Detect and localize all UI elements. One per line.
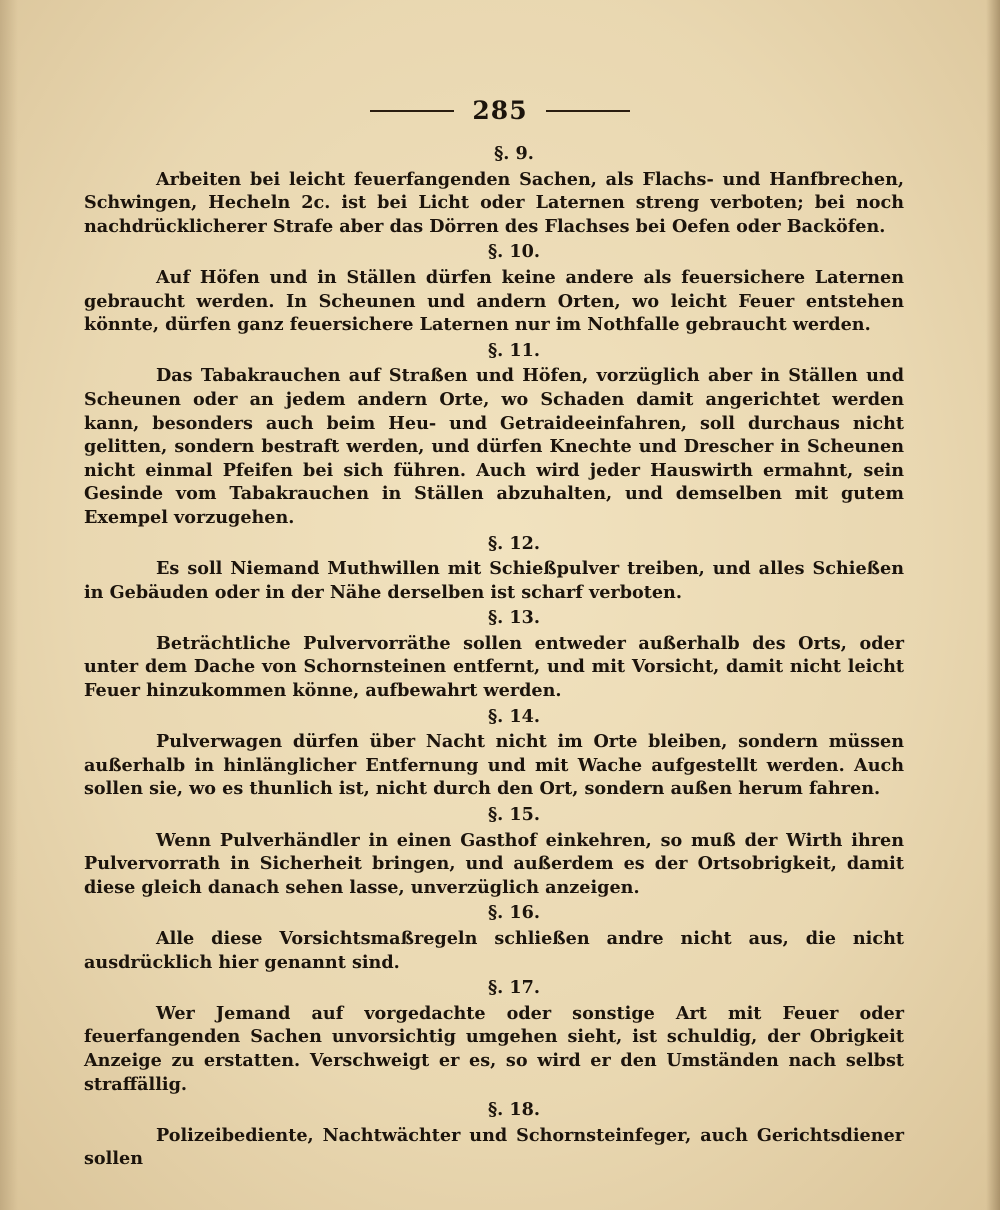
section-heading: §. 12. bbox=[487, 532, 541, 554]
section-heading: §. 18. bbox=[487, 1099, 541, 1121]
section-heading: §. 14. bbox=[487, 705, 541, 727]
section-12 bbox=[84, 532, 904, 605]
section-16 bbox=[84, 901, 904, 974]
section-heading: §. 17. bbox=[487, 977, 541, 999]
section-heading: §. 11. bbox=[487, 339, 541, 361]
section-paragraph: Alle diese Vorsichtsmaßregeln schließen andre nicht aus, die nicht ausdrücklich hier genannt sind. bbox=[84, 928, 904, 973]
section-17 bbox=[84, 976, 904, 1096]
section-14 bbox=[84, 705, 904, 801]
section-paragraph: Es soll Niemand Muthwillen mit Schießpulver treiben, und alles Schießen in Gebäuden oder in der Nähe derselben ist scharf verboten. bbox=[84, 558, 904, 603]
section-paragraph: Pulverwagen dürfen über Nacht nicht im Orte bleiben, sondern müssen außerhalb in hinlänglicher Entfernung und mit Wache aufgestellt werden. Auch sollen sie, wo es thunlich ist, nicht durch den Ort, sondern außen herum fahren. bbox=[84, 731, 904, 800]
section-paragraph: Arbeiten bei leicht feuerfangenden Sachen, als Flachs- und Hanfbrechen, Schwingen, Hecheln 2c. ist bei Licht oder Laternen streng verboten; bei noch nachdrücklicherer Strafe aber das Dörren des Flachses bei Oefen oder Backöfen. bbox=[84, 168, 904, 237]
section-heading: §. 15. bbox=[487, 804, 541, 826]
section-heading: §. 10. bbox=[487, 241, 541, 263]
section-paragraph: Auf Höfen und in Ställen dürfen keine andere als feuersichere Laternen gebraucht werden. In Scheunen und andern Orten, wo leicht Feuer entstehen könnte, dürfen ganz feuersichere Laternen nur im Nothfalle gebraucht werden. bbox=[84, 266, 904, 336]
section-15 bbox=[84, 803, 904, 899]
section-paragraph: Wer Jemand auf vorgedachte oder sonstige Art mit Feuer oder feuerfangenden Sachen unvorsichtig umgehen sieht, ist schuldig, der Obrigkeit Anzeige zu erstatten. Verschweigt er es, so wird er den Umständen nach selbst straffällig. bbox=[84, 1002, 904, 1095]
page-number: 285 bbox=[472, 96, 528, 125]
page-header bbox=[0, 96, 1000, 125]
section-paragraph: Wenn Pulverhändler in einen Gasthof einkehren, so muß der Wirth ihren Pulvervorrath in Sicherheit bringen, und außerdem es der Ortsobrigkeit, damit diese gleich danach sehen lasse, unverzüglich anzeigen. bbox=[84, 829, 904, 898]
section-9 bbox=[84, 142, 904, 238]
section-18 bbox=[84, 1098, 904, 1171]
section-heading: §. 9. bbox=[494, 143, 534, 164]
section-11 bbox=[84, 339, 904, 530]
section-paragraph: Das Tabakrauchen auf Straßen und Höfen, vorzüglich aber in Ställen und Scheunen oder an jedem andern Orte, wo Schaden damit angerichtet werden kann, besonders auch beim Heu- und Getraideeinfahren, soll durchaus nicht gelitten, sondern bestraft werden, und dürfen Knechte und Drescher in Scheunen nicht einmal Pfeifen bei sich führen. Auch wird jeder Hauswirth ermahnt, sein Gesinde vom Tabakrauchen in Ställen abzuhalten, und demselben mit gutem Exempel vorzugehen. bbox=[84, 365, 904, 528]
page-right-edge-shadow bbox=[986, 0, 1000, 1210]
page-left-edge-shadow bbox=[0, 0, 18, 1210]
section-10 bbox=[84, 240, 904, 336]
section-13 bbox=[84, 606, 904, 702]
section-heading: §. 13. bbox=[487, 607, 541, 629]
page-body bbox=[84, 140, 904, 1171]
header-rule-left bbox=[370, 110, 454, 112]
section-paragraph: Beträchtliche Pulvervorräthe sollen entweder außerhalb des Orts, oder unter dem Dache von Schornsteinen entfernt, und mit Vorsicht, damit nicht leicht Feuer hinzukommen könne, aufbewahrt werden. bbox=[84, 632, 904, 702]
header-rule-right bbox=[546, 110, 630, 112]
section-paragraph: Polizeibediente, Nachtwächter und Schornsteinfeger, auch Gerichtsdiener sollen bbox=[84, 1124, 904, 1170]
section-heading: §. 16. bbox=[487, 902, 541, 924]
